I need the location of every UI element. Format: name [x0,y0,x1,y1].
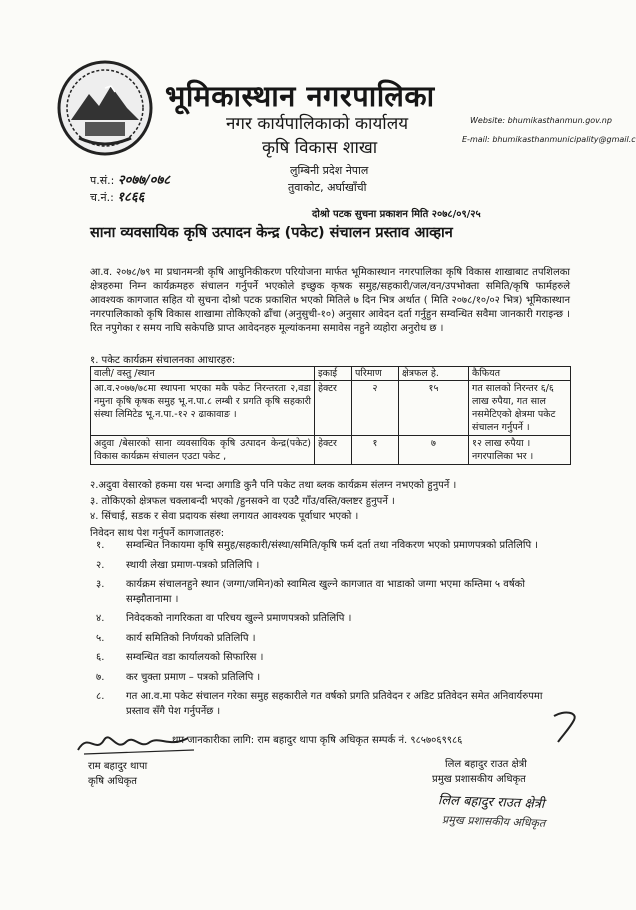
condition-item: ३. तोकिएको क्षेत्रफल चक्लाबन्दी भएको /हुनसक्ने वा एउटै गाँउ/वस्ति/क्लष्टर हुनुपर्ने । [90,495,395,507]
left-signatory-title: कृषि अधिकृत [88,776,137,787]
dispatch-number-label: च.नं.: [90,191,114,204]
list-text: कार्यक्रम संचालनहुने स्थान (जग्गा/जमिन)को स्वामित्व खुल्ने कागजात वा भाडाको जग्गा भएमा कम्तिमा ५ वर्षको सम्झौतानामा । [126,579,525,605]
intro-paragraph: आ.व. २०७८/७९ मा प्रधानमन्त्री कृषि आधुनिकीकरण परियोजना मार्फत भूमिकास्थान नगरपालिका कृषि विकास शाखाबाट तपशिलका क्षेत्रहरुमा निम्न कार्यक्रमहरु संचालन गर्नुपर्ने भएकोले इच्छुक कृषक समुह/सहकारी/जल/वन/उपभोक्ता समिति/कृषि फार्महरुले आवश्यक कागजात सहित यो सुचना दोश्रो पटक प्रकाशित भएको मितिले ७ दिन भित्र अर्थात ( मिति २०७८/१०/०२ भित्र) भूमिकास्थान नगरपालिकाको कृषि विकास शाखामा तोकिएको ढाँचा (अनुसुची-१०) अनुसार आवेदन दर्ता गर्नुहुन सम्वन्धित सवैमा जानकारी गराइन्छ । रित नपुगेका र समय नाघि सकेपछि प्राप्त आवेदनहरु मूल्यांकनमा समावेस नहुने व्यहोरा अनुरोध छ । [90,267,570,334]
left-signatory-name: राम बहादुर थापा [88,761,148,772]
list-text: कार्य समितिको निर्णयको प्रतिलिपि । [126,632,256,644]
right-signatory-title: प्रमुख प्रशासकीय अधिकृत [432,774,526,785]
list-text: निवेदकको नागरिकता वा परिचय खुल्ने प्रमाणपत्रको प्रतिलिपि । [126,613,352,624]
letter-number-label: प.सं.: [90,174,115,187]
conditions-list [90,478,570,525]
notice-date: दोश्रो पटक सुचना प्रकाशन मिति २०७८/०९/२५ [312,209,481,220]
list-text: गत आ.व.मा पकेट संचालन गरेका समुह सहकारीले गत वर्षको प्रगति प्रतिवेदन र अडिट प्रतिवेदन समेत अनिवार्यरुपमा प्रस्ताव सँगै पेश गर्नुपर्नेछ । [126,691,543,717]
dispatch-number-row [90,189,170,206]
table-cell-remark: १२ लाख रुपैया । नगरपालिका भर । [469,436,571,465]
letter-number-value: २०७७/०७८ [117,173,170,188]
branch-name: कृषि विकास शाखा [262,138,378,158]
right-signature-mark [548,706,588,746]
list-item [96,612,566,627]
municipality-title: भूमिकास्थान नगरपालिका [165,79,435,113]
list-item [96,651,566,666]
municipality-emblem [55,58,155,158]
list-number: ७. [96,671,105,683]
list-item [96,578,566,607]
table-row [91,381,571,436]
province-line: लुम्बिनी प्रदेश नेपाल [290,164,369,177]
list-item [96,632,566,647]
notice-subject: साना व्यवसायिक कृषि उत्पादन केन्द्र (पकेट) संचालन प्रस्ताव आव्हान [90,225,453,241]
list-text: सम्वन्धित वडा कार्यालयको सिफारिस । [126,652,264,663]
table-header-row [91,367,571,381]
table-header: कैफियत [469,367,571,381]
table-header: क्षेत्रफल हे. [399,367,469,381]
location-line: तुवाकोट, अर्घाखाँची [288,181,367,194]
stamp-name: लिल बहादुर राउत क्षेत्री [437,793,545,812]
table-cell-item: अदुवा /बेसारको साना व्यवसायिक कृषि उत्पादन केन्द्र(पकेट) विकास कार्यक्रम संचालन एउटा पकेट , [91,436,315,465]
condition-item: २.अदुवा वेसारको हकमा यस भन्दा अगाडि कुनै पनि पकेट तथा ब्लक कार्यक्रम संलग्न नभएको हुनुपर्ने । [90,480,457,491]
table-header: परिमाण [352,367,399,381]
list-number: १. [96,540,105,551]
list-text: कर चुक्ता प्रमाण – पत्रको प्रतिलिपि । [126,671,261,683]
list-number: ६. [96,652,105,663]
list-text: सम्वन्धित निकायमा कृषि समुह/सहकारी/संस्था/समिति/कृषि फर्म दर्ता तथा नविकरण भएको प्रमाणपत्रको प्रतिलिपि । [126,540,539,551]
table-cell-qty: १ [352,436,399,465]
list-text: स्थायी लेखा प्रमाण-पत्रको प्रतिलिपि । [126,559,260,571]
table-cell-unit: हेक्टर [315,436,352,465]
table-cell-item: आ.व.२०७७/७८मा स्थापना भएका मकै पकेट निरन्तरता २,वडा नमुना कृषि कृषक समुह भू.न.पा.८ लम्बी र प्रगति कृषि सहकारी संस्था लिमिटेड भू.न.पा.-१२ २ ढाकावाङ । [91,381,315,436]
stamp-title: प्रमुख प्रशासकीय अधिकृत [441,813,546,830]
website-line: Website: bhumikasthanmun.gov.np [470,116,612,125]
basis-heading: १. पकेट कार्यक्रम संचालनका आधारहरु: [90,355,236,366]
list-number: ४. [96,613,105,624]
list-number: २. [96,559,105,571]
pocket-program-table [90,366,570,465]
table-header: इकाई [315,367,352,381]
documents-heading: निवेदन साथ पेश गर्नुपर्ने कागजातहरु: [90,528,225,539]
right-signatory-name: लिल बहादुर राउत क्षेत्री [445,759,527,770]
condition-item: ४. सिंचाई, सडक र सेवा प्रदायक संस्था लगायत आवश्यक पूर्वाधार भएको । [90,511,359,522]
table-cell-area: ७ [399,436,469,465]
table-header: वाली/ वस्तु /स्थान [91,367,315,381]
documents-list [96,539,566,724]
list-item [96,539,566,554]
table-cell-area: १५ [399,381,469,436]
list-number: ३. [96,579,105,590]
table-cell-qty: २ [352,381,399,436]
table-cell-remark: गत सालको निरन्तर ६/६ लाख रुपैया, गत साल नसमेटिएको क्षेत्रमा पकेट संचालन गर्नुपर्ने । [469,381,571,436]
list-item [96,559,566,574]
table-cell-unit: हेक्टर [315,381,352,436]
office-name: नगर कार्यपालिकाको कार्यालय [226,114,409,134]
contact-line: थप जानकारीका लागि: राम बहादुर थापा कृषि अधिकृत सम्पर्क नं. ९८५७०६९९८६ [172,735,463,746]
dispatch-number-value: १८६६ [117,190,145,205]
letter-number-row [90,172,170,189]
reference-numbers [90,172,170,206]
list-item [96,690,566,719]
table-row [91,436,571,465]
email-line: E-mail: bhumikasthanmunicipality@gmail.c [462,135,636,144]
list-number: ५. [96,632,105,644]
list-item [96,671,566,686]
list-number: ८. [96,691,105,702]
